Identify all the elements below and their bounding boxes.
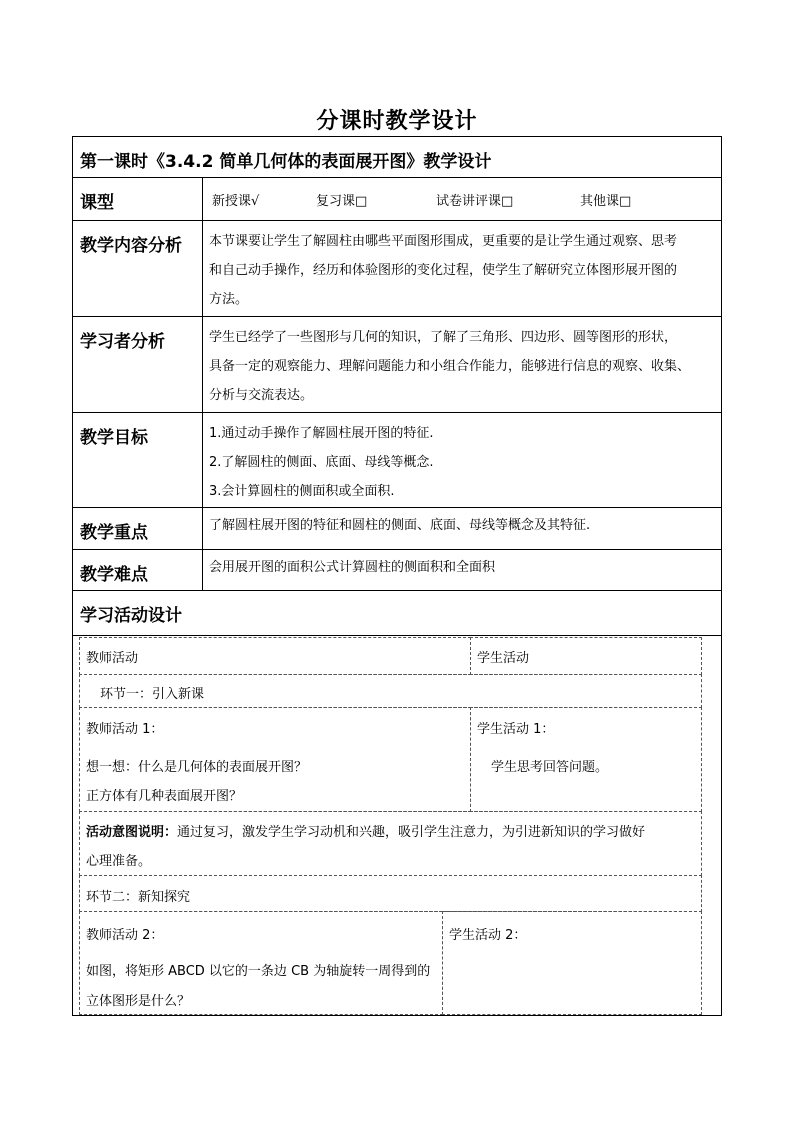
goal-item: 3.会计算圆柱的侧面积或全面积.	[209, 484, 395, 499]
learner-analysis-row	[73, 317, 721, 413]
intent-text	[86, 818, 695, 876]
student-activity-1-text: 学生思考回答问题。	[491, 760, 609, 775]
teacher-activity-1-label: 教师活动 1：	[86, 722, 164, 737]
goal-item: 2.了解圆柱的侧面、底面、母线等概念.	[209, 455, 434, 470]
student-activity-1-label: 学生活动 1：	[477, 722, 555, 737]
section1-label: 环节一：引入新课	[100, 687, 205, 702]
intent-text-line: 通过复习，激发学生学习动机和兴趣，吸引学生注意力，为引进新知识的学习做好	[177, 825, 646, 840]
lesson-title-row	[73, 137, 721, 178]
teacher-activity-1-line: 正方体有几种表面展开图？	[86, 789, 243, 804]
teacher-col-label: 教师活动	[86, 651, 139, 666]
intent-label: 活动意图说明：	[86, 825, 178, 840]
teaching-goals-row	[73, 413, 721, 508]
course-type-option-other: 其他课□	[580, 194, 632, 209]
teacher-activity-2-line: 立体图形是什么？	[86, 994, 191, 1009]
activity-design-row	[73, 591, 721, 636]
activity-design-heading: 学习活动设计	[80, 606, 182, 626]
key-points-row	[73, 508, 721, 550]
section2-row	[79, 875, 702, 912]
teacher-activity-2-label: 教师活动 2：	[86, 928, 164, 943]
content-analysis-text	[209, 221, 715, 314]
key-points-text: 了解圆柱展开图的特征和圆柱的侧面、底面、母线等概念及其特征.	[209, 518, 591, 533]
lesson-table	[72, 136, 722, 1016]
learner-analysis-label: 学习者分析	[73, 317, 203, 412]
page-title: 分课时教学设计	[316, 109, 478, 134]
content-line: 方法。	[209, 292, 249, 307]
student-col-label: 学生活动	[477, 651, 530, 666]
goal-item: 1.通过动手操作了解圆柱展开图的特征.	[209, 426, 434, 441]
student-activity-2	[442, 911, 702, 1015]
section2-label: 环节二：新知探究	[86, 890, 191, 905]
lesson-title: 第一课时《3.4.2 简单几何体的表面展开图》教学设计	[80, 152, 492, 172]
teacher-activity-1-line: 想一想：什么是几何体的表面展开图？	[86, 760, 308, 775]
content-analysis-label: 教学内容分析	[73, 221, 203, 316]
learner-line: 分析与交流表达。	[209, 388, 314, 403]
teaching-goals-list	[209, 419, 715, 506]
intent-row	[79, 811, 702, 876]
content-analysis-row	[73, 221, 721, 317]
intent-text-line: 心理准备。	[86, 854, 152, 869]
course-type-label: 课型	[73, 178, 203, 220]
learner-line: 具备一定的观察能力、理解问题能力和小组合作能力，能够进行信息的观察、收集、	[209, 359, 691, 374]
course-type-option-exam-review: 试卷讲评课□	[436, 194, 514, 209]
course-type-option-review: 复习课□	[316, 194, 368, 209]
section1-row	[79, 674, 702, 708]
content-line: 本节课要让学生了解圆柱由哪些平面图形围成，更重要的是让学生通过观察、思考	[209, 234, 678, 249]
learner-analysis-text	[209, 317, 715, 410]
student-activity-1	[470, 707, 702, 812]
key-points-label: 教学重点	[73, 508, 203, 549]
difficult-points-text: 会用展开图的面积公式计算圆柱的侧面积和全面积	[209, 560, 496, 575]
learner-line: 学生已经学了一些图形与几何的知识，了解了三角形、四边形、圆等图形的形状，	[209, 330, 678, 345]
teacher-col-header	[79, 637, 471, 675]
teacher-activity-2	[79, 911, 443, 1015]
teaching-goals-label: 教学目标	[73, 413, 203, 507]
difficult-points-label: 教学难点	[73, 550, 203, 590]
course-type-option-new: 新授课√	[212, 194, 260, 209]
course-type-row	[73, 178, 721, 221]
teacher-activity-2-line: 如图，将矩形 ABCD 以它的一条边 CB 为轴旋转一周得到的	[86, 964, 431, 979]
student-col-header	[470, 637, 702, 675]
content-line: 和自己动手操作，经历和体验图形的变化过程，使学生了解研究立体图形展开图的	[209, 263, 678, 278]
difficult-points-row	[73, 550, 721, 591]
student-activity-2-label: 学生活动 2：	[449, 928, 527, 943]
teacher-activity-1	[79, 707, 471, 812]
